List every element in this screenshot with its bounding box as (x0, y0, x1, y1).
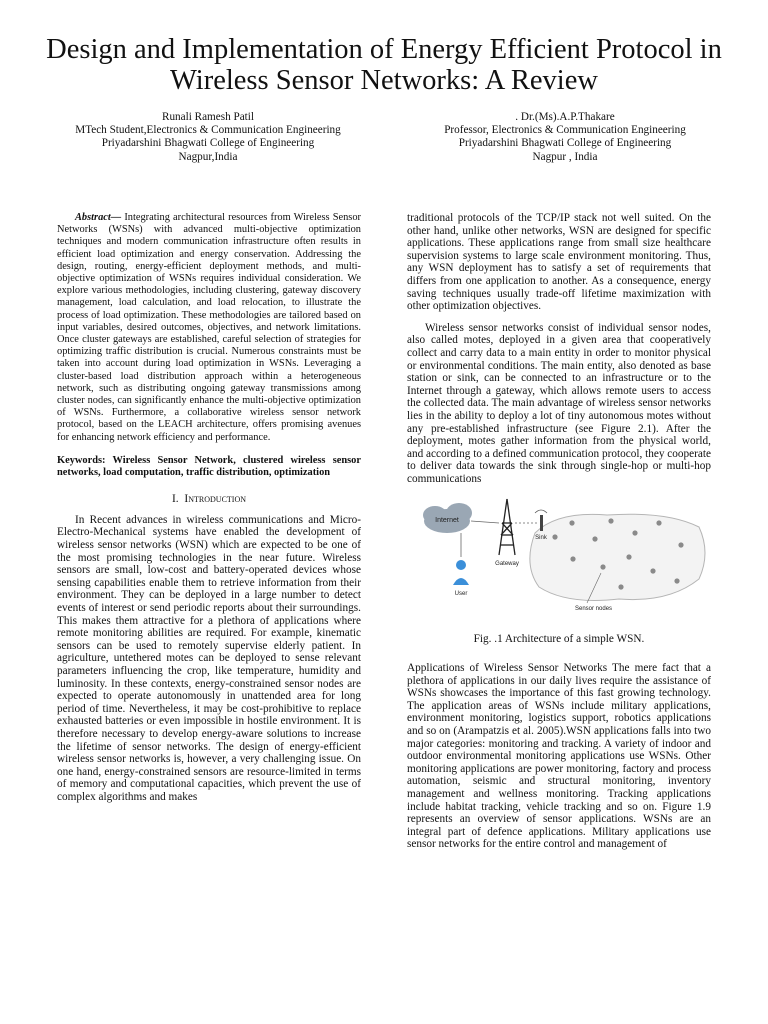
internet-label: Internet (435, 517, 459, 525)
sensor-field (530, 515, 705, 601)
paragraph: Wireless sensor networks consist of individual sensor nodes, also called motes, deployed in a given area that cooperatively collect and carry data to a main entity in order to monitor physical or environmental conditions. The main entity, also denoted as base station or sink, can be connected to an infrastructure or to the Internet through a gateway, which allows remote users to access the collected data. The main advantage of wireless sensor networks lies in the ability to deploy a lot of tiny autonomous motes without any pre-established infrastructure (see Figure 2.1). After the deployment, motes gather information from the physical world, and according to a defined communication protocol, they cooperate to deliver data towards the sink through single-hop or multi-hop communications (407, 321, 711, 485)
wsn-architecture-figure (407, 493, 711, 623)
author-name: . Dr.(Ms).A.P.Thakare (515, 111, 615, 123)
author-role: MTech Student,Electronics & Communication Engineering (75, 124, 341, 137)
user-label: User (454, 591, 468, 598)
author-location: Nagpur,India (178, 150, 238, 163)
sensor-node-icon (552, 535, 557, 540)
paragraph: traditional protocols of the TCP/IP stack not well suited. On the other hand, unlike other networks, WSN are designed for specific applications. These applications range from small size healthcare supervision systems to large scale environment monitoring. Thus, any WSN deployment has to satisfy a set of requirements that differs from one application to another. As a consequence, energy saving techniques usually trade-off lifetime maximization with other optimization objectives. (407, 212, 711, 313)
right-column (407, 212, 711, 851)
section-heading (57, 493, 361, 506)
author-block-2 (415, 111, 715, 164)
abstract-label: Abstract— (75, 212, 122, 223)
left-column (57, 212, 361, 804)
author-block-1 (58, 111, 358, 164)
abstract (57, 212, 361, 444)
sensor-node-icon (618, 585, 623, 590)
sensor-node-icon (632, 531, 637, 536)
sensor-node-icon (650, 569, 655, 574)
user-icon (453, 560, 469, 585)
author-name: Runali Ramesh Patil (162, 111, 254, 123)
sensor-node-icon (656, 521, 661, 526)
sensor-node-icon (600, 565, 605, 570)
figure-caption: Fig. .1 Architecture of a simple WSN. (473, 633, 645, 646)
author-location: Nagpur , India (532, 150, 598, 163)
sensor-node-icon (626, 555, 631, 560)
sensor-node-icon (570, 557, 575, 562)
sensor-node-icon (592, 537, 597, 542)
author-college: Priyadarshini Bhagwati College of Engineering (458, 137, 672, 150)
author-role: Professor, Electronics & Communication Engineering (444, 124, 686, 137)
wsn-diagram (407, 493, 711, 623)
sensor-node-icon (569, 521, 574, 526)
gateway-label: Gateway (495, 561, 519, 568)
keywords: Keywords: Wireless Sensor Network, clustered wireless sensor networks, load computation, traffic distribution, optimization (57, 454, 361, 479)
sensor-nodes-label: Sensor nodes (575, 606, 613, 613)
section-title: Introduction (184, 493, 247, 506)
paper-title: Design and Implementation of Energy Efficient Protocol in Wireless Sensor Networks: A Review (46, 34, 722, 96)
sensor-node-icon (674, 579, 679, 584)
sensor-node-icon (608, 519, 613, 524)
paragraph: Applications of Wireless Sensor Networks The mere fact that a plethora of applications in our daily lives require the assistance of WSNs showcases the importance of this fast growing technology. The application areas of WSNs include military applications, environment monitoring, logistics support, robotics applications and so on (Arampatzis et al. 2005).WSN applications falls into two major categories: monitoring and tracking. A variety of indoor and outdoor environmental monitoring applications use WSNs. Other monitoring applications are power monitoring, factory and process automation, seismic and structural monitoring, inventory management and wellness monitoring. Tracking applications include habitat tracking, vehicle tracking and so on. Figure 1.9 represents an overview of sensor applications. WSNs are an integral part of defence applications. Military applications use sensor networks for the entire control and management of (407, 662, 711, 851)
sink-label: Sink (535, 535, 547, 542)
link-line (471, 521, 499, 523)
author-college: Priyadarshini Bhagwati College of Engineering (101, 137, 315, 150)
gateway-tower-icon (499, 499, 515, 555)
sensor-node-icon (678, 543, 683, 548)
intro-paragraph: In Recent advances in wireless communications and Micro-Electro-Mechanical systems have enabled the development of wireless sensor networks (WSN) which are expected to be one of the most promising technologies in the near future. Wireless sensors are small, low-cost and battery-operated devices whose sensing capabilities enable them to retrieve information from their environment. They can be deployed in a large number to detect events of interest or send periodic reports about their surroundings. This makes them attractive for a plethora of applications where remote monitoring abilities are required. For example, kinematic sensors can be used to remotely supervise elderly patient. In agriculture, untethered motes can be deployed to sense relevant parameters influencing the crop, like temperature, humidity and luminosity. In these contexts, energy-constrained sensor nodes are expected to operate autonomously in unattended area for long period of time. Nevertheless, it may be cost-prohibitive to replace exhausted batteries or even impossible in hostile environment. It is therefore necessary to develop energy-aware solutions to increase the lifetime of sensor networks. The design of energy-efficient wireless sensor networks is, however, a very challenging issue. On one hand, energy-constrained sensors are resource-limited in terms of memory and computational capacities, which prevent the use of complex algorithms and makes (57, 513, 361, 803)
section-number: I. (171, 493, 179, 506)
abstract-text: Integrating architectural resources from Wireless Sensor Networks (WSNs) with advanced multi-objective optimization techniques and modern communication infrastructure often results in efficient load optimization and energy conservation. Addressing the design, routing, energy-efficient deployment methods, and multi-objective optimization of WSNs requires individual consideration. We explore various methodologies, including clustering, gateway discovery management, load calculation, and load relocation, to illustrate the process of load optimization. These methodologies are tailored based on input variables, desired outcomes, objectives, and network limitations. Once cluster gateways are established, careful selection of strategies for optimizing traffic distribution is crucial. Numerous constraints must be taken into account during load optimization in WSNs. Leveraging a cluster-based load distribution approach within a heterogeneous network, such as distributing ongoing gateway transmissions among cluster nodes, can significantly enhance the multi-objective optimization of WSNs. Furthermore, a collaborative wireless sensor network protocol, based on the LEACH architecture, offers promising avenues for enhancing network efficiency and performance. (57, 212, 361, 443)
